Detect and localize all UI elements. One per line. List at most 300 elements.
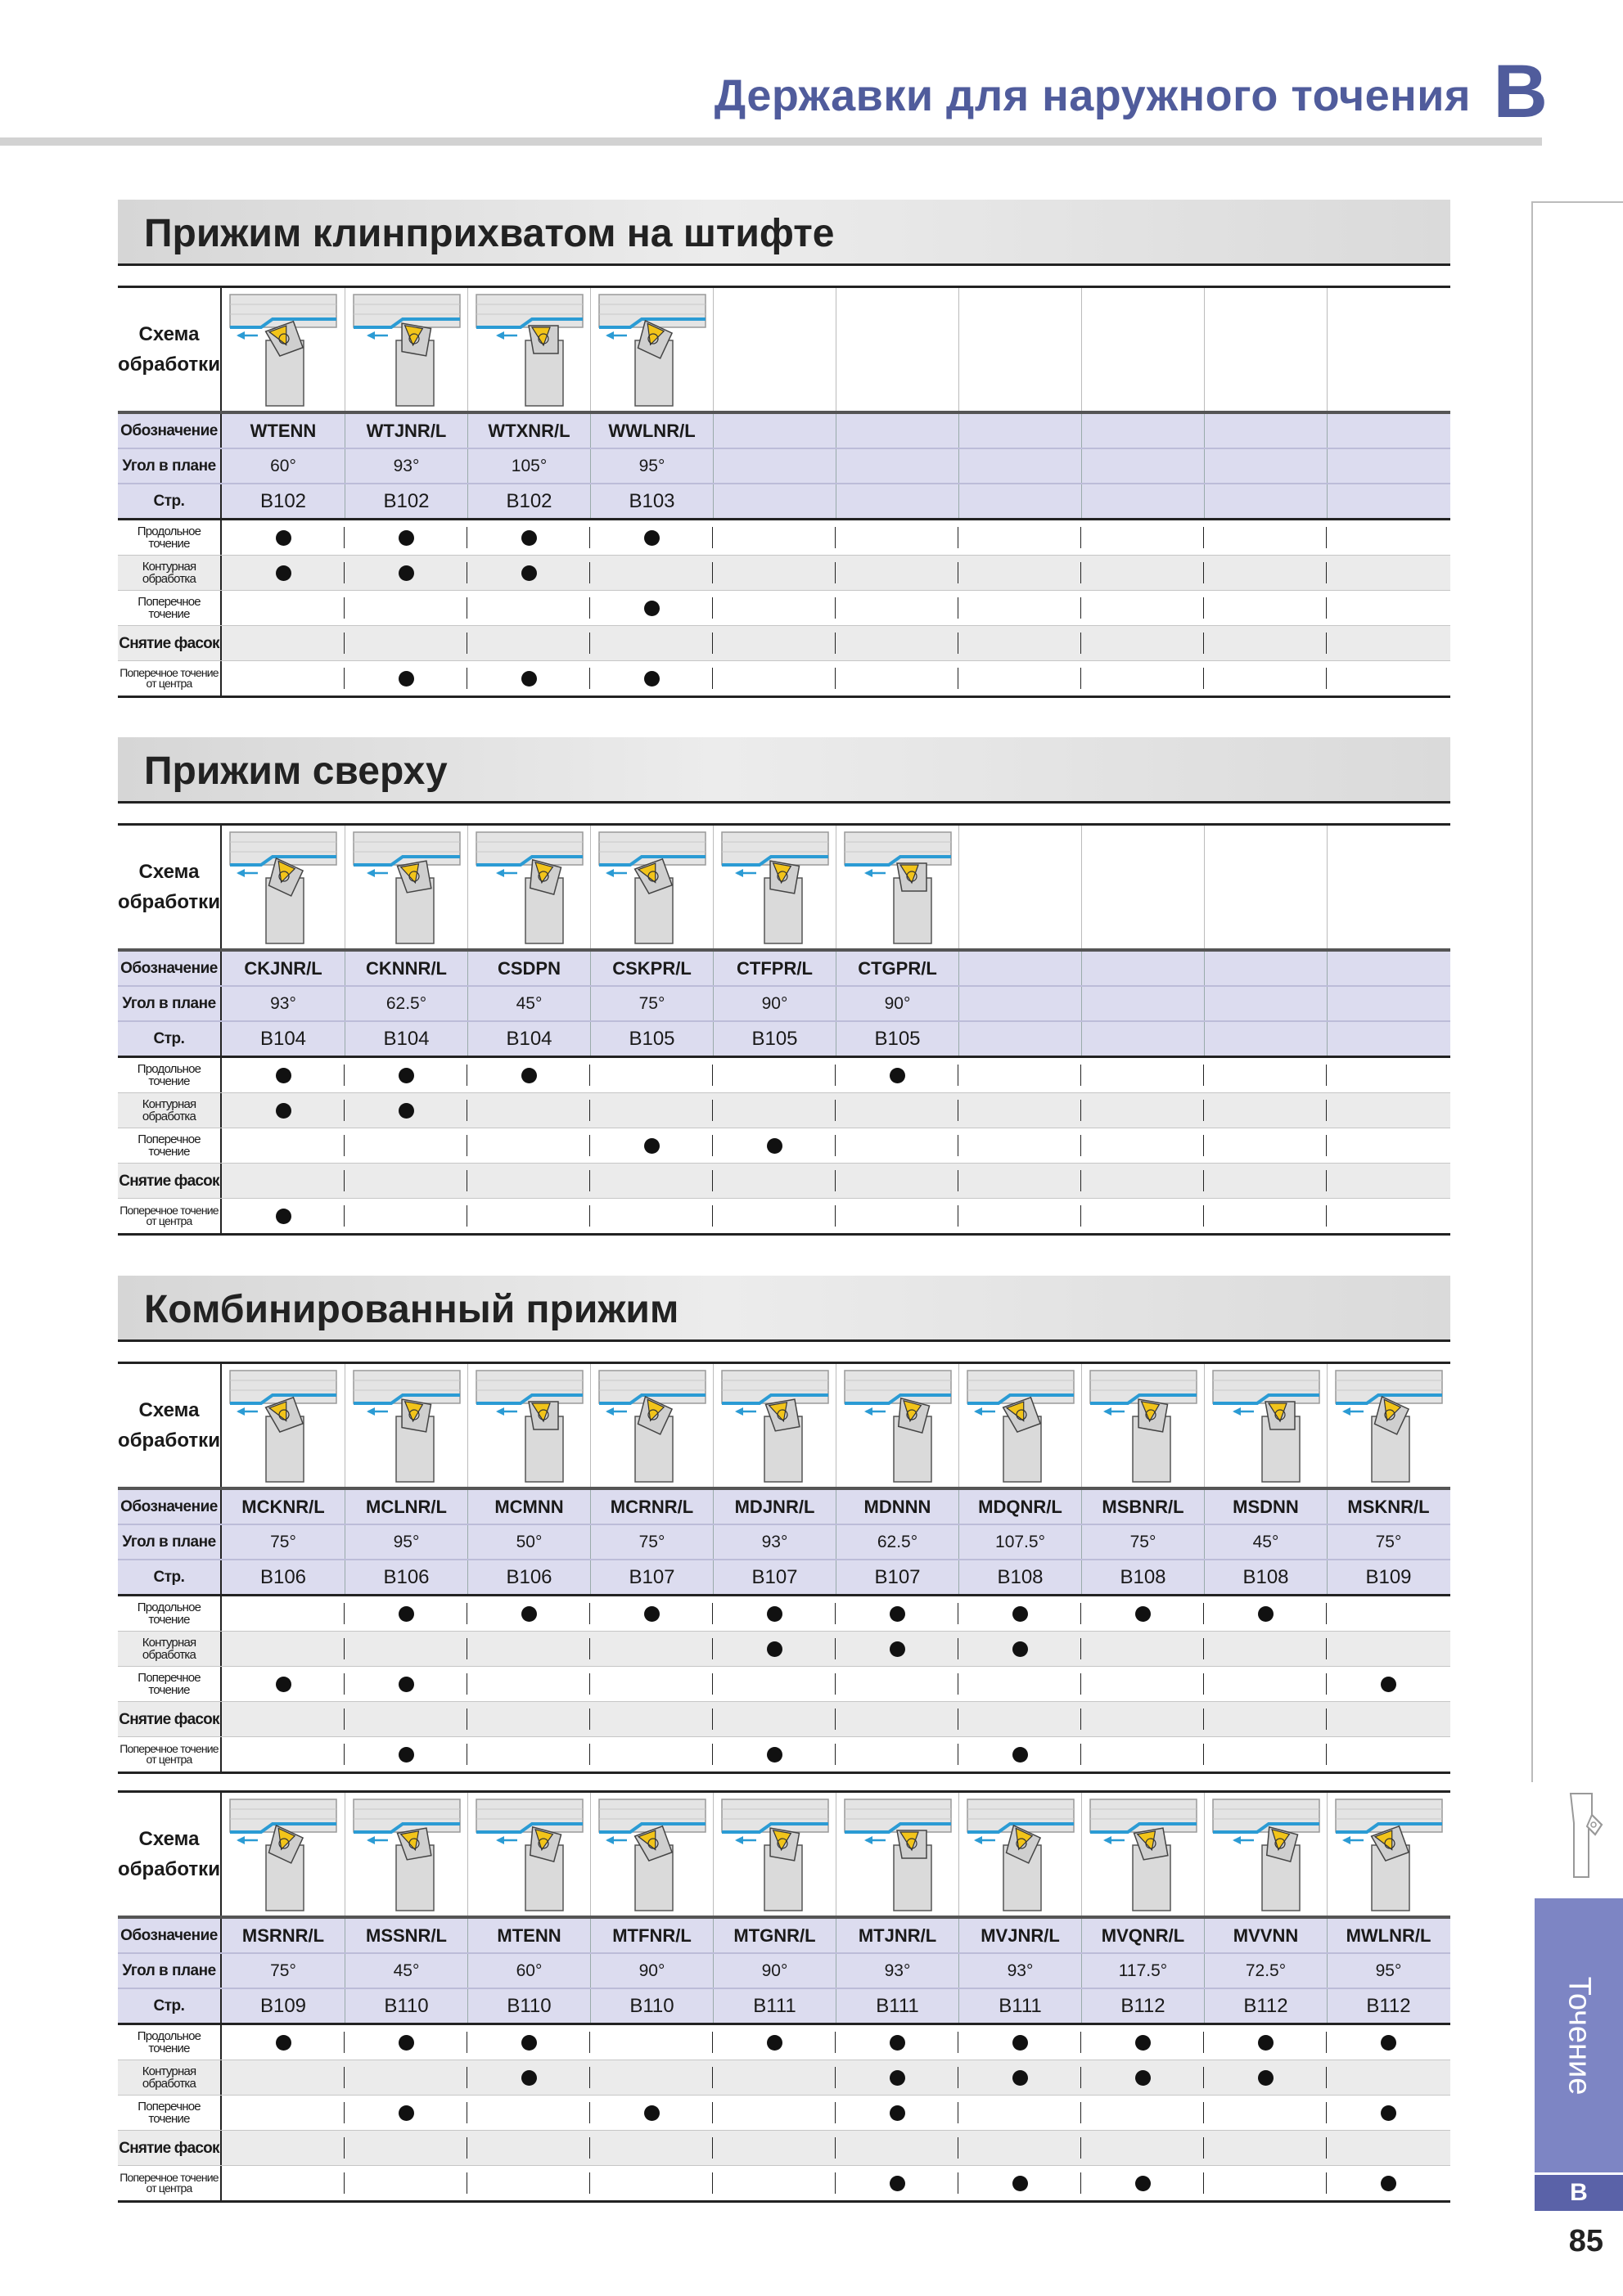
operation-cell xyxy=(222,1164,345,1198)
operation-cell xyxy=(836,520,958,555)
column-divider xyxy=(344,1708,345,1730)
column-divider xyxy=(1080,1065,1081,1086)
operation-row xyxy=(118,2096,1450,2131)
operation-row xyxy=(118,2166,1450,2200)
catalog-page-cell xyxy=(1204,1022,1327,1056)
schema-cell xyxy=(713,1364,836,1487)
operation-cell xyxy=(222,1702,345,1736)
schema-cell xyxy=(467,288,590,411)
applicable-dot xyxy=(1258,2070,1274,2086)
operation-row xyxy=(118,556,1450,591)
column-divider xyxy=(1203,668,1204,689)
operation-cell xyxy=(958,1058,1081,1092)
catalog-page-cell[interactable]: B106 xyxy=(259,1565,307,1588)
operation-label: Поперечное точение от центра xyxy=(118,2166,222,2200)
column-divider xyxy=(835,597,836,619)
column-divider xyxy=(712,1638,713,1659)
operation-cell xyxy=(467,520,590,555)
column-divider xyxy=(1203,2032,1204,2053)
operation-cell xyxy=(958,1596,1081,1631)
approach-angle-cell xyxy=(1081,987,1204,1020)
column-divider xyxy=(589,2137,590,2159)
operation-cell xyxy=(222,626,345,660)
operation-cell xyxy=(958,2131,1081,2165)
approach-angle-cell: 95° xyxy=(1327,1954,1449,1988)
approach-angle-cell xyxy=(1327,449,1449,483)
catalog-page-cell[interactable]: B108 xyxy=(958,1560,1081,1594)
operation-cell xyxy=(345,1632,467,1666)
operation-cell xyxy=(345,2131,467,2165)
operation-row xyxy=(118,1199,1450,1233)
tool-holder-sketch-icon xyxy=(715,1366,835,1485)
approach-angle-cell: 90° xyxy=(590,1954,713,1988)
column-divider xyxy=(835,1100,836,1121)
column-divider xyxy=(1203,1170,1204,1191)
catalog-page-cell[interactable]: B104 xyxy=(345,1022,467,1056)
column-divider xyxy=(1326,1638,1327,1659)
column-divider xyxy=(344,1673,345,1695)
catalog-page-cell[interactable]: B110 xyxy=(467,1989,590,2023)
column-divider xyxy=(1203,2137,1204,2159)
column-divider xyxy=(712,2102,713,2123)
operation-cell xyxy=(1081,2096,1204,2130)
tool-section xyxy=(118,1790,1450,2203)
operation-label: Поперечное точение от центра xyxy=(118,1737,222,1772)
applicable-dot xyxy=(644,530,660,546)
operation-cell xyxy=(836,1737,958,1772)
schema-label: Схема обработки xyxy=(118,1793,222,1916)
catalog-page-cell[interactable]: B103 xyxy=(590,484,713,518)
operation-cell xyxy=(1204,1596,1327,1631)
schema-cell xyxy=(222,288,345,411)
turning-tool-icon xyxy=(1556,1790,1608,1880)
operation-cell xyxy=(467,1596,590,1631)
operation-cell xyxy=(222,1737,345,1772)
catalog-page-cell[interactable]: B106 xyxy=(345,1560,467,1594)
operation-cell xyxy=(345,2060,467,2095)
column-divider xyxy=(835,1065,836,1086)
column-divider xyxy=(344,2137,345,2159)
approach-angle-row xyxy=(118,1954,1450,1989)
operation-row xyxy=(118,1093,1450,1128)
operation-cell xyxy=(345,1199,467,1233)
column-divider xyxy=(835,1205,836,1227)
approach-angle-cell: 93° xyxy=(345,449,467,483)
column-divider xyxy=(1080,1135,1081,1156)
operation-cell xyxy=(836,1596,958,1631)
column-divider xyxy=(712,1065,713,1086)
catalog-page-cell[interactable]: B105 xyxy=(713,1022,836,1056)
operation-cell xyxy=(836,2096,958,2130)
column-divider xyxy=(589,2032,590,2053)
operation-row xyxy=(118,1667,1450,1702)
operation-cell xyxy=(222,1632,345,1666)
column-divider xyxy=(589,2102,590,2123)
applicable-dot xyxy=(1012,2176,1028,2191)
tool-name-cell: MSRNR/L xyxy=(241,1925,325,1946)
operation-cell xyxy=(1327,1128,1449,1163)
applicable-dot xyxy=(1135,2035,1151,2051)
operation-cell xyxy=(836,2166,958,2200)
chapter-tab-label: Точение xyxy=(1562,1976,1597,2095)
tool-name-row xyxy=(118,1488,1450,1525)
schema-cell xyxy=(1081,1364,1204,1487)
catalog-page-cell[interactable]: B105 xyxy=(590,1022,713,1056)
operation-cell xyxy=(590,1596,713,1631)
schema-cell xyxy=(1327,1364,1449,1487)
tool-holder-sketch-icon xyxy=(1329,1366,1449,1485)
operation-cell xyxy=(958,520,1081,555)
column-divider xyxy=(1080,2137,1081,2159)
catalog-page-cell[interactable]: B111 xyxy=(958,1989,1081,2023)
approach-angle-cell: 90° xyxy=(713,1954,836,1988)
tool-name-cell: MTFNR/L xyxy=(590,1919,713,1952)
catalog-page-cell[interactable]: B109 xyxy=(1327,1560,1449,1594)
applicable-dot xyxy=(1012,1747,1028,1763)
catalog-page-cell[interactable]: B107 xyxy=(713,1560,836,1594)
catalog-page-cell[interactable]: B110 xyxy=(590,1989,713,2023)
tool-holder-sketch-icon xyxy=(593,827,712,947)
operation-cell xyxy=(1081,1093,1204,1128)
tool-name-cell: MSKNR/L xyxy=(1327,1490,1449,1524)
column-divider xyxy=(1203,1135,1204,1156)
page-number: 85 xyxy=(1568,2224,1603,2258)
schema-cell xyxy=(1204,1793,1327,1916)
operation-cell xyxy=(836,2131,958,2165)
operation-cell xyxy=(467,2166,590,2200)
column-divider xyxy=(712,1744,713,1765)
tool-table xyxy=(118,1362,1450,1774)
column-divider xyxy=(1203,1638,1204,1659)
catalog-page-cell[interactable]: B102 xyxy=(467,484,590,518)
tool-table xyxy=(118,1790,1450,2203)
catalog-page-cell[interactable]: B111 xyxy=(713,1989,836,2023)
tool-name-cell xyxy=(713,414,836,448)
schema-cell xyxy=(1081,826,1204,948)
schema-label: Схема обработки xyxy=(118,288,222,411)
catalog-page-label: Стр. xyxy=(118,1560,222,1594)
operation-cell xyxy=(590,2025,713,2060)
catalog-page-cell[interactable]: B104 xyxy=(467,1022,590,1056)
operation-row xyxy=(118,626,1450,661)
operation-cell xyxy=(1204,1058,1327,1092)
tool-holder-sketch-icon xyxy=(961,1794,1080,1914)
column-divider xyxy=(1080,1673,1081,1695)
column-divider xyxy=(835,2137,836,2159)
applicable-dot xyxy=(521,565,537,581)
approach-angle-cell xyxy=(1327,987,1449,1020)
tool-section xyxy=(118,200,1450,698)
approach-angle-cell: 93° xyxy=(958,1954,1081,1988)
operation-cell xyxy=(1081,1667,1204,1701)
tool-holder-sketch-icon xyxy=(223,290,343,409)
approach-angle-cell: 50° xyxy=(467,1525,590,1559)
catalog-page-cell[interactable]: B111 xyxy=(836,1989,958,2023)
operation-cell xyxy=(1327,661,1449,696)
tool-holder-sketch-icon xyxy=(838,1794,958,1914)
tool-name-cell: CSDPN xyxy=(467,952,590,985)
catalog-page-cell[interactable]: B110 xyxy=(345,1989,467,2023)
column-divider xyxy=(1203,633,1204,654)
operation-row xyxy=(118,520,1450,556)
operation-cell xyxy=(1327,1737,1449,1772)
schema-row xyxy=(118,288,1450,412)
operation-cell xyxy=(467,1058,590,1092)
column-divider xyxy=(589,1135,590,1156)
schema-cell xyxy=(713,1793,836,1916)
catalog-page-cell[interactable]: B105 xyxy=(836,1022,958,1056)
operation-label: Контурная обработка xyxy=(118,556,222,590)
approach-angle-cell: 62.5° xyxy=(836,1525,958,1559)
operation-cell xyxy=(467,556,590,590)
operation-cell xyxy=(713,1058,836,1092)
tool-holder-sketch-icon xyxy=(1206,1366,1326,1485)
operation-cell xyxy=(467,1128,590,1163)
column-divider xyxy=(712,2172,713,2194)
column-divider xyxy=(712,633,713,654)
operation-cell xyxy=(467,661,590,696)
operation-cell xyxy=(222,1058,345,1092)
schema-cell xyxy=(713,288,836,411)
operation-cell xyxy=(467,2131,590,2165)
schema-cell xyxy=(1327,1793,1449,1916)
tool-name-cell xyxy=(958,952,1081,985)
approach-angle-cell: 45° xyxy=(345,1954,467,1988)
catalog-page-label: Стр. xyxy=(118,1022,222,1056)
applicable-dot xyxy=(1012,1641,1028,1657)
schema-row xyxy=(118,826,1450,950)
schema-cell xyxy=(836,288,958,411)
column-divider xyxy=(1203,1100,1204,1121)
applicable-dot xyxy=(276,1677,291,1692)
operation-cell xyxy=(836,1702,958,1736)
applicable-dot xyxy=(890,2070,905,2086)
approach-angle-cell: 75° xyxy=(1327,1525,1449,1559)
operation-cell xyxy=(1327,591,1449,625)
approach-angle-cell: 72.5° xyxy=(1204,1954,1327,1988)
approach-angle-row xyxy=(118,1525,1450,1560)
applicable-dot xyxy=(399,1606,414,1622)
tool-name-cell: MSSNR/L xyxy=(345,1919,467,1952)
catalog-page-cell[interactable]: B109 xyxy=(259,1994,307,2017)
tool-name-cell xyxy=(1204,414,1327,448)
column-divider xyxy=(712,597,713,619)
operation-cell xyxy=(1081,1632,1204,1666)
schema-cell xyxy=(345,1793,467,1916)
schema-cell xyxy=(1204,1364,1327,1487)
operation-cell xyxy=(713,661,836,696)
tool-holder-sketch-icon xyxy=(223,1794,343,1914)
operation-cell xyxy=(958,556,1081,590)
operation-cell xyxy=(1204,1667,1327,1701)
column-divider xyxy=(1326,2102,1327,2123)
approach-angle-label: Угол в плане xyxy=(118,449,222,483)
tool-holder-sketch-icon xyxy=(470,1366,589,1485)
column-divider xyxy=(1203,1205,1204,1227)
operation-label: Поперечное точение xyxy=(118,591,222,625)
column-divider xyxy=(1080,1100,1081,1121)
tool-name-cell xyxy=(1081,414,1204,448)
operation-cell xyxy=(836,591,958,625)
operation-cell xyxy=(836,661,958,696)
approach-angle-cell: 90° xyxy=(836,987,958,1020)
column-divider xyxy=(1326,2137,1327,2159)
tool-name-cell xyxy=(1204,952,1327,985)
column-divider xyxy=(1326,597,1327,619)
operation-cell xyxy=(1204,556,1327,590)
column-divider xyxy=(589,1065,590,1086)
tool-name-cell: MCMNN xyxy=(467,1490,590,1524)
operation-row xyxy=(118,661,1450,696)
operation-cell xyxy=(590,1702,713,1736)
operation-cell xyxy=(590,2166,713,2200)
column-divider xyxy=(1326,1170,1327,1191)
column-divider xyxy=(344,1638,345,1659)
tool-name-cell: MVQNR/L xyxy=(1081,1919,1204,1952)
operation-cell xyxy=(1204,1632,1327,1666)
column-divider xyxy=(712,1135,713,1156)
applicable-dot xyxy=(276,1209,291,1224)
operation-cell xyxy=(958,626,1081,660)
schema-cell xyxy=(1204,826,1327,948)
schema-cell xyxy=(590,1793,713,1916)
column-divider xyxy=(344,1065,345,1086)
operation-cell xyxy=(1204,2166,1327,2200)
approach-angle-cell: 90° xyxy=(713,987,836,1020)
column-divider xyxy=(344,1135,345,1156)
column-divider xyxy=(712,562,713,583)
column-divider xyxy=(1326,633,1327,654)
operation-cell xyxy=(1327,2131,1449,2165)
approach-angle-cell: 60° xyxy=(270,456,296,475)
catalog-page-cell xyxy=(1327,484,1449,518)
operation-cell xyxy=(958,1128,1081,1163)
chapter-tab[interactable] xyxy=(1535,1898,1623,2172)
catalog-page-cell[interactable]: B107 xyxy=(836,1560,958,1594)
applicable-dot xyxy=(521,2070,537,2086)
operation-cell xyxy=(467,1702,590,1736)
approach-angle-cell: 95° xyxy=(345,1525,467,1559)
catalog-page-cell[interactable]: B102 xyxy=(345,484,467,518)
applicable-dot xyxy=(276,530,291,546)
operation-cell xyxy=(590,2131,713,2165)
operation-cell xyxy=(958,2166,1081,2200)
operation-cell xyxy=(345,626,467,660)
tool-name-cell: MCKNR/L xyxy=(241,1496,325,1517)
catalog-page-cell[interactable]: B112 xyxy=(1204,1989,1327,2023)
column-divider xyxy=(1203,2172,1204,2194)
schema-cell xyxy=(1204,288,1327,411)
operation-cell xyxy=(1081,1164,1204,1198)
operation-cell xyxy=(1204,661,1327,696)
operation-cell xyxy=(1204,1702,1327,1736)
applicable-dot xyxy=(1135,2070,1151,2086)
applicable-dot xyxy=(1135,1606,1151,1622)
approach-angle-cell: 93° xyxy=(713,1525,836,1559)
applicable-dot xyxy=(399,671,414,687)
catalog-page-cell[interactable]: B104 xyxy=(259,1027,307,1050)
applicable-dot xyxy=(767,1747,782,1763)
catalog-page-row xyxy=(118,1560,1450,1596)
operation-cell xyxy=(590,661,713,696)
schema-cell xyxy=(467,1364,590,1487)
column-divider xyxy=(835,633,836,654)
catalog-page-cell[interactable]: B107 xyxy=(590,1560,713,1594)
tool-holder-sketch-icon xyxy=(1206,1794,1326,1914)
schema-cell xyxy=(345,288,467,411)
applicable-dot xyxy=(644,1138,660,1154)
operation-cell xyxy=(1081,556,1204,590)
schema-cell xyxy=(345,826,467,948)
catalog-page-cell xyxy=(958,1022,1081,1056)
catalog-page-cell[interactable]: B108 xyxy=(1081,1560,1204,1594)
applicable-dot xyxy=(1381,2176,1396,2191)
operation-cell xyxy=(345,1596,467,1631)
operation-cell xyxy=(590,556,713,590)
column-divider xyxy=(344,1170,345,1191)
catalog-page-cell xyxy=(1327,1022,1449,1056)
catalog-page-cell[interactable]: B108 xyxy=(1204,1560,1327,1594)
operation-cell xyxy=(345,1164,467,1198)
operation-cell xyxy=(222,661,345,696)
catalog-page-cell[interactable]: B106 xyxy=(467,1560,590,1594)
applicable-dot xyxy=(276,1068,291,1083)
column-divider xyxy=(835,1638,836,1659)
operation-cell xyxy=(1204,1093,1327,1128)
operation-cell xyxy=(713,2131,836,2165)
tool-holder-sketch-icon xyxy=(838,827,958,947)
operation-cell xyxy=(958,1093,1081,1128)
column-divider xyxy=(1326,1708,1327,1730)
operation-cell xyxy=(958,1164,1081,1198)
operation-cell xyxy=(1081,2025,1204,2060)
schema-cell xyxy=(345,1364,467,1487)
tool-name-cell: CTFPR/L xyxy=(713,952,836,985)
column-divider xyxy=(1080,527,1081,548)
operation-cell xyxy=(1081,1128,1204,1163)
column-divider xyxy=(1080,2102,1081,2123)
operation-cell xyxy=(1081,1737,1204,1772)
column-divider xyxy=(712,1170,713,1191)
operation-cell xyxy=(1081,1596,1204,1631)
operation-cell xyxy=(467,626,590,660)
catalog-page-cell[interactable]: B112 xyxy=(1327,1989,1449,2023)
operation-cell xyxy=(1327,1164,1449,1198)
schema-cell xyxy=(590,1364,713,1487)
approach-angle-row xyxy=(118,987,1450,1022)
column-divider xyxy=(712,1603,713,1624)
approach-angle-cell: 75° xyxy=(270,1532,296,1551)
applicable-dot xyxy=(521,671,537,687)
operation-row xyxy=(118,1596,1450,1632)
column-divider xyxy=(344,2172,345,2194)
column-divider xyxy=(344,1744,345,1765)
operation-cell xyxy=(222,1199,345,1233)
catalog-page-cell[interactable]: B102 xyxy=(259,489,307,512)
operation-row xyxy=(118,591,1450,626)
catalog-page-cell[interactable]: B112 xyxy=(1081,1989,1204,2023)
catalog-page-cell xyxy=(1081,1022,1204,1056)
operation-cell xyxy=(958,2096,1081,2130)
tool-holder-sketch-icon xyxy=(1084,1366,1203,1485)
tool-name-row xyxy=(118,1917,1450,1954)
operation-cell xyxy=(1327,2025,1449,2060)
operation-cell xyxy=(1204,1199,1327,1233)
schema-cell xyxy=(222,1364,345,1487)
column-divider xyxy=(589,597,590,619)
approach-angle-cell xyxy=(958,449,1081,483)
operation-cell xyxy=(836,1164,958,1198)
